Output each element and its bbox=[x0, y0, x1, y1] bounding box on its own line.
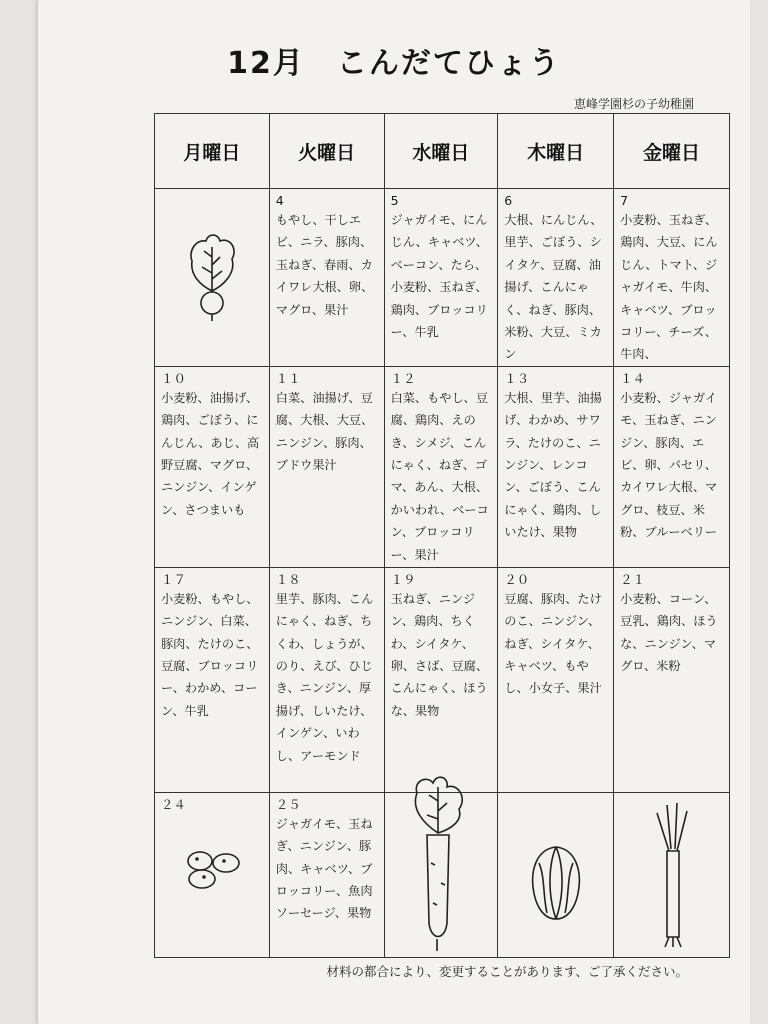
menu-cell bbox=[155, 792, 270, 957]
day-number: １９ bbox=[390, 571, 416, 587]
ingredients: 白菜、油揚げ、豆腐、大根、大豆、ニンジン、豚肉、ブドウ果汁 bbox=[275, 390, 374, 473]
menu-cell bbox=[498, 189, 614, 367]
menu-cell bbox=[614, 366, 730, 567]
menu-cell bbox=[498, 567, 614, 792]
menu-cell bbox=[269, 366, 384, 567]
menu-cell bbox=[384, 189, 498, 367]
ingredients: 小麦粉、玉ねぎ、鶏肉、大豆、にんじん、トマト、ジャガイモ、牛肉、キャベツ、ブロッコリー、チーズ、牛肉、 bbox=[620, 213, 718, 362]
menu-cell bbox=[614, 567, 730, 792]
day-number: 7 bbox=[620, 193, 629, 208]
day-number: １４ bbox=[620, 370, 646, 386]
ingredients: 小麦粉、もやし、ニンジン、白菜、豚肉、たけのこ、豆腐、ブロッコリー、わかめ、コーン、牛乳 bbox=[161, 591, 259, 718]
ingredients: 小麦粉、油揚げ、鶏肉、ごぼう、にんじん、あじ、高野豆腐、マグロ、ニンジン、インゲン、さつまいも bbox=[161, 390, 260, 517]
menu-cell bbox=[269, 189, 384, 367]
header-monday: 月曜日 bbox=[155, 114, 270, 189]
menu-sheet bbox=[38, 0, 750, 1024]
menu-cell bbox=[269, 567, 384, 792]
day-number: ２０ bbox=[504, 571, 530, 587]
week-row bbox=[155, 366, 730, 567]
day-number: ２５ bbox=[275, 796, 301, 812]
menu-table bbox=[154, 113, 730, 958]
ingredients: 小麦粉、コーン、豆乳、鶏肉、ほうな、ニンジン、マグロ、米粉 bbox=[620, 591, 718, 674]
week-row bbox=[155, 792, 730, 957]
day-number: １０ bbox=[161, 370, 187, 386]
ingredients: 豆腐、豚肉、たけのこ、ニンジン、ねぎ、シイタケ、キャベツ、もやし、小女子、果汁 bbox=[504, 591, 602, 696]
menu-cell bbox=[384, 567, 498, 792]
ingredients: 小麦粉、ジャガイモ、玉ねぎ、ニンジン、豚肉、エビ、卵、パセリ、カイワレ大根、マグロ、枝豆、米粉、ブルーベリー bbox=[620, 390, 718, 540]
ingredients: 玉ねぎ、ニンジン、鶏肉、ちくわ、シイタケ、卵、さば、豆腐、こんにゃく、ほうな、果物 bbox=[390, 591, 489, 718]
ingredients: もやし、干しエビ、ニラ、豚肉、玉ねぎ、春雨、カイワレ大根、卵、マグロ、果汁 bbox=[275, 213, 374, 317]
leek-icon bbox=[614, 799, 729, 949]
menu-cell bbox=[155, 567, 270, 792]
header-thursday: 木曜日 bbox=[498, 114, 614, 189]
week-row bbox=[155, 189, 730, 367]
header-tuesday: 火曜日 bbox=[269, 114, 384, 189]
day-number: 4 bbox=[275, 193, 284, 208]
ingredients: 里芋、豚肉、こんにゃく、ねぎ、ちくわ、しょうが、のり、えび、ひじき、ニンジン、厚揚げ、しいたけ、インゲン、いわし、アーモンド bbox=[275, 591, 374, 763]
ingredients: ジャガイモ、玉ねぎ、ニンジン、豚肉、キャベツ、ブロッコリー、魚肉ソーセージ、果物 bbox=[275, 816, 373, 921]
cabbage-icon bbox=[498, 843, 613, 923]
ingredients: 大根、里芋、油揚げ、わかめ、サワラ、たけのこ、ニンジン、レンコン、ごぼう、こんにゃく、鶏肉、しいたけ、果物 bbox=[504, 390, 602, 540]
ingredients: 大根、にんじん、里芋、ごぼう、シイタケ、豆腐、油揚げ、こんにゃく、ねぎ、豚肉、米粉、大豆、ミカン bbox=[504, 213, 603, 362]
footer-note: 材料の都合により、変更することがあります、ご了承ください。 bbox=[326, 964, 688, 979]
day-number: ２１ bbox=[620, 571, 646, 587]
page-title: 12月 こんだてひょう bbox=[227, 46, 561, 81]
ingredients: 白菜、もやし、豆腐、鶏肉、えのき、シメジ、こんにゃく、ねぎ、ゴマ、あん、大根、かいわれ、ベーコン、ブロッコリー、果汁 bbox=[390, 390, 489, 562]
menu-cell bbox=[614, 189, 730, 367]
week-row bbox=[155, 567, 730, 792]
potatoes-icon bbox=[155, 847, 269, 891]
school-name: 恵峰学園杉の子幼稚園 bbox=[573, 97, 694, 111]
day-number: １１ bbox=[275, 370, 301, 386]
day-number: １８ bbox=[275, 571, 301, 587]
header-friday: 金曜日 bbox=[614, 114, 730, 189]
day-number: 6 bbox=[504, 193, 513, 208]
day-number: １７ bbox=[161, 571, 187, 587]
menu-cell bbox=[384, 792, 498, 957]
header-wednesday: 水曜日 bbox=[384, 114, 498, 189]
menu-cell bbox=[498, 366, 614, 567]
header-row bbox=[155, 114, 730, 189]
day-number: ２４ bbox=[161, 796, 187, 812]
day-number: 5 bbox=[390, 193, 399, 208]
day-number: １３ bbox=[504, 370, 530, 386]
ingredients: ジャガイモ、にんじん、キャベツ、ベーコン、たら、小麦粉、玉ねぎ、鶏肉、ブロッコリー、牛乳 bbox=[390, 213, 488, 340]
menu-cell bbox=[384, 366, 498, 567]
turnip-icon bbox=[155, 189, 269, 366]
menu-cell bbox=[614, 792, 730, 957]
menu-cell bbox=[155, 189, 270, 367]
daikon-icon bbox=[403, 773, 473, 957]
menu-cell bbox=[155, 366, 270, 567]
menu-cell bbox=[498, 792, 614, 957]
menu-cell bbox=[269, 792, 384, 957]
day-number: １２ bbox=[390, 370, 416, 386]
